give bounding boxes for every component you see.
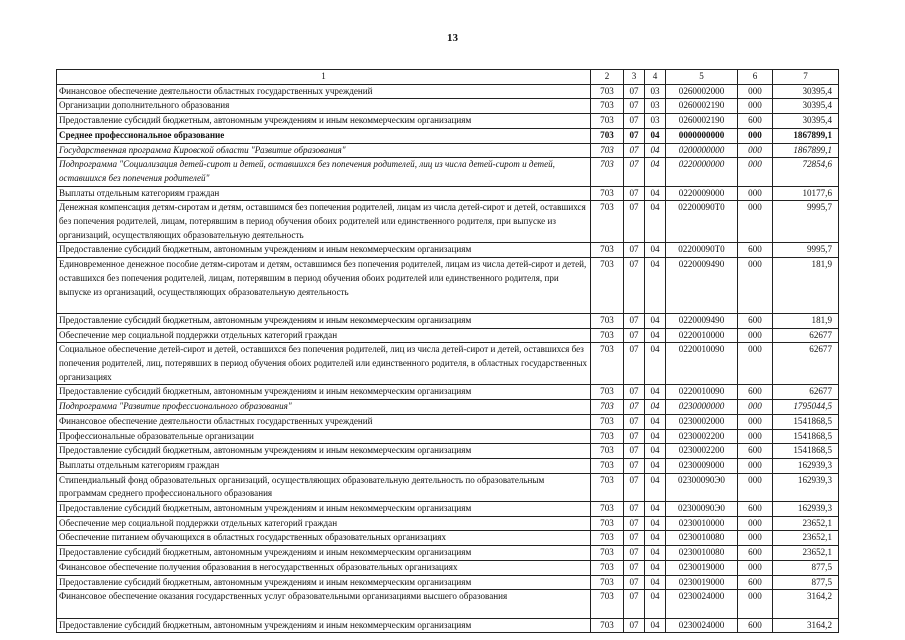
cell-csr: 0230024000 — [666, 590, 738, 618]
cell-vr: 000 — [738, 516, 773, 531]
cell-name: Стипендиальный фонд образовательных организаций, осуществляющих образовательную деятельность по образовательным программам среднего профессионального образования — [57, 473, 591, 501]
cell-rz: 07 — [624, 385, 645, 400]
cell-pr: 03 — [645, 114, 666, 129]
table-header-row — [57, 70, 839, 85]
table-row — [57, 575, 839, 590]
cell-gr: 703 — [591, 186, 624, 201]
cell-csr: 0230010000 — [666, 516, 738, 531]
table-row — [57, 186, 839, 201]
cell-amount: 162939,3 — [773, 502, 839, 517]
cell-rz: 07 — [624, 590, 645, 618]
cell-rz: 07 — [624, 128, 645, 143]
cell-gr: 703 — [591, 84, 624, 99]
header-cell-4: 4 — [645, 70, 666, 85]
cell-pr: 04 — [645, 328, 666, 343]
page-number: 13 — [447, 32, 458, 44]
cell-amount: 30395,4 — [773, 99, 839, 114]
cell-vr: 000 — [738, 531, 773, 546]
cell-name: Предоставление субсидий бюджетным, автономным учреждениям и иным некоммерческим организациям — [57, 444, 591, 459]
table-row — [57, 243, 839, 258]
cell-gr: 703 — [591, 560, 624, 575]
cell-vr: 000 — [738, 258, 773, 314]
cell-amount: 23652,1 — [773, 546, 839, 561]
cell-vr: 000 — [738, 328, 773, 343]
cell-csr: 0230009000 — [666, 458, 738, 473]
cell-gr: 703 — [591, 201, 624, 243]
cell-name: Подпрограмма "Развитие профессионального образования" — [57, 400, 591, 415]
cell-rz: 07 — [624, 328, 645, 343]
cell-vr: 600 — [738, 243, 773, 258]
cell-amount: 62677 — [773, 343, 839, 385]
table-row — [57, 531, 839, 546]
cell-csr: 02300090Э0 — [666, 502, 738, 517]
cell-vr: 000 — [738, 128, 773, 143]
cell-vr: 000 — [738, 473, 773, 501]
cell-amount: 10177,6 — [773, 186, 839, 201]
cell-gr: 703 — [591, 502, 624, 517]
cell-amount: 23652,1 — [773, 516, 839, 531]
cell-pr: 04 — [645, 546, 666, 561]
cell-vr: 000 — [738, 158, 773, 186]
cell-rz: 07 — [624, 84, 645, 99]
cell-csr: 0230019000 — [666, 575, 738, 590]
cell-rz: 07 — [624, 531, 645, 546]
cell-name: Обеспечение питанием обучающихся в областных государственных образовательных организациях — [57, 531, 591, 546]
cell-amount: 181,9 — [773, 313, 839, 328]
cell-amount: 62677 — [773, 385, 839, 400]
table-row — [57, 385, 839, 400]
cell-pr: 04 — [645, 560, 666, 575]
cell-gr: 703 — [591, 385, 624, 400]
cell-name: Предоставление субсидий бюджетным, автономным учреждениям и иным некоммерческим организациям — [57, 243, 591, 258]
cell-rz: 07 — [624, 414, 645, 429]
cell-csr: 0000000000 — [666, 128, 738, 143]
cell-vr: 000 — [738, 143, 773, 158]
cell-amount: 1867899,1 — [773, 143, 839, 158]
cell-gr: 703 — [591, 590, 624, 618]
cell-vr: 000 — [738, 400, 773, 415]
cell-pr: 04 — [645, 473, 666, 501]
table-row — [57, 128, 839, 143]
cell-gr: 703 — [591, 444, 624, 459]
cell-csr: 0230010080 — [666, 546, 738, 561]
cell-csr: 0220000000 — [666, 158, 738, 186]
cell-amount: 181,9 — [773, 258, 839, 314]
cell-vr: 600 — [738, 546, 773, 561]
cell-rz: 07 — [624, 114, 645, 129]
cell-gr: 703 — [591, 400, 624, 415]
cell-rz: 07 — [624, 343, 645, 385]
cell-vr: 600 — [738, 502, 773, 517]
cell-gr: 703 — [591, 546, 624, 561]
cell-csr: 0260002000 — [666, 84, 738, 99]
table-row — [57, 618, 839, 633]
cell-name: Предоставление субсидий бюджетным, автономным учреждениям и иным некоммерческим организациям — [57, 502, 591, 517]
cell-amount: 3164,2 — [773, 618, 839, 633]
cell-pr: 04 — [645, 414, 666, 429]
cell-amount: 23652,1 — [773, 531, 839, 546]
cell-rz: 07 — [624, 201, 645, 243]
cell-vr: 000 — [738, 186, 773, 201]
cell-gr: 703 — [591, 414, 624, 429]
cell-amount: 30395,4 — [773, 84, 839, 99]
cell-rz: 07 — [624, 400, 645, 415]
cell-gr: 703 — [591, 143, 624, 158]
cell-amount: 3164,2 — [773, 590, 839, 618]
cell-csr: 0230002200 — [666, 429, 738, 444]
cell-rz: 07 — [624, 429, 645, 444]
cell-csr: 0260002190 — [666, 114, 738, 129]
cell-name: Государственная программа Кировской области "Развитие образования" — [57, 143, 591, 158]
table-row — [57, 258, 839, 314]
cell-pr: 04 — [645, 429, 666, 444]
cell-gr: 703 — [591, 575, 624, 590]
table-row — [57, 400, 839, 415]
table-row — [57, 590, 839, 618]
table-row — [57, 516, 839, 531]
cell-rz: 07 — [624, 186, 645, 201]
cell-pr: 04 — [645, 143, 666, 158]
cell-rz: 07 — [624, 618, 645, 633]
cell-amount: 1795044,5 — [773, 400, 839, 415]
cell-vr: 600 — [738, 385, 773, 400]
cell-csr: 02300090Э0 — [666, 473, 738, 501]
cell-pr: 04 — [645, 458, 666, 473]
cell-gr: 703 — [591, 458, 624, 473]
cell-gr: 703 — [591, 531, 624, 546]
cell-name: Выплаты отдельным категориям граждан — [57, 458, 591, 473]
table-row — [57, 502, 839, 517]
cell-csr: 0230002000 — [666, 414, 738, 429]
table-row — [57, 560, 839, 575]
header-cell-7: 7 — [773, 70, 839, 85]
cell-gr: 703 — [591, 258, 624, 314]
cell-pr: 04 — [645, 502, 666, 517]
cell-vr: 000 — [738, 458, 773, 473]
header-cell-6: 6 — [738, 70, 773, 85]
cell-amount: 62677 — [773, 328, 839, 343]
cell-csr: 0230010080 — [666, 531, 738, 546]
cell-name: Предоставление субсидий бюджетным, автономным учреждениям и иным некоммерческим организациям — [57, 114, 591, 129]
cell-rz: 07 — [624, 243, 645, 258]
cell-name: Предоставление субсидий бюджетным, автономным учреждениям и иным некоммерческим организациям — [57, 385, 591, 400]
cell-rz: 07 — [624, 473, 645, 501]
cell-rz: 07 — [624, 99, 645, 114]
cell-gr: 703 — [591, 473, 624, 501]
cell-pr: 04 — [645, 400, 666, 415]
cell-amount: 30395,4 — [773, 114, 839, 129]
cell-gr: 703 — [591, 158, 624, 186]
cell-gr: 703 — [591, 128, 624, 143]
cell-name: Обеспечение мер социальной поддержки отдельных категорий граждан — [57, 516, 591, 531]
cell-amount: 877,5 — [773, 560, 839, 575]
cell-csr: 0220010090 — [666, 385, 738, 400]
cell-pr: 04 — [645, 201, 666, 243]
cell-rz: 07 — [624, 575, 645, 590]
cell-name: Выплаты отдельным категориям граждан — [57, 186, 591, 201]
cell-name: Профессиональные образовательные организации — [57, 429, 591, 444]
cell-pr: 04 — [645, 385, 666, 400]
table-row — [57, 546, 839, 561]
cell-csr: 0200000000 — [666, 143, 738, 158]
cell-csr: 0220009000 — [666, 186, 738, 201]
cell-vr: 000 — [738, 84, 773, 99]
cell-pr: 03 — [645, 84, 666, 99]
cell-pr: 04 — [645, 313, 666, 328]
cell-pr: 04 — [645, 343, 666, 385]
cell-vr: 000 — [738, 414, 773, 429]
table-row — [57, 458, 839, 473]
cell-pr: 04 — [645, 186, 666, 201]
cell-gr: 703 — [591, 429, 624, 444]
cell-rz: 07 — [624, 560, 645, 575]
cell-amount: 877,5 — [773, 575, 839, 590]
cell-amount: 162939,3 — [773, 473, 839, 501]
cell-vr: 000 — [738, 201, 773, 243]
header-cell-3: 3 — [624, 70, 645, 85]
cell-name: Подпрограмма "Социализация детей-сирот и детей, оставшихся без попечения родителей, лиц из числа детей-сирот и детей, оставшихся без попечения родителей" — [57, 158, 591, 186]
cell-name: Предоставление субсидий бюджетным, автономным учреждениям и иным некоммерческим организациям — [57, 546, 591, 561]
cell-name: Организации дополнительного образования — [57, 99, 591, 114]
cell-name: Финансовое обеспечение деятельности областных государственных учреждений — [57, 414, 591, 429]
cell-csr: 0220009490 — [666, 258, 738, 314]
cell-name: Предоставление субсидий бюджетным, автономным учреждениям и иным некоммерческим организациям — [57, 575, 591, 590]
cell-csr: 0230000000 — [666, 400, 738, 415]
cell-name: Предоставление субсидий бюджетным, автономным учреждениям и иным некоммерческим организациям — [57, 313, 591, 328]
cell-amount: 162939,3 — [773, 458, 839, 473]
cell-vr: 000 — [738, 343, 773, 385]
cell-pr: 04 — [645, 128, 666, 143]
cell-pr: 04 — [645, 444, 666, 459]
cell-gr: 703 — [591, 516, 624, 531]
cell-rz: 07 — [624, 313, 645, 328]
cell-amount: 1541868,5 — [773, 414, 839, 429]
cell-rz: 07 — [624, 516, 645, 531]
table-row — [57, 343, 839, 385]
cell-pr: 04 — [645, 531, 666, 546]
cell-gr: 703 — [591, 618, 624, 633]
cell-amount: 72854,6 — [773, 158, 839, 186]
cell-csr: 0220010000 — [666, 328, 738, 343]
table-row — [57, 429, 839, 444]
cell-gr: 703 — [591, 114, 624, 129]
cell-vr: 600 — [738, 444, 773, 459]
cell-rz: 07 — [624, 444, 645, 459]
cell-gr: 703 — [591, 343, 624, 385]
cell-vr: 600 — [738, 575, 773, 590]
cell-vr: 600 — [738, 313, 773, 328]
cell-name: Финансовое обеспечение деятельности областных государственных учреждений — [57, 84, 591, 99]
budget-table — [56, 69, 839, 633]
cell-csr: 0230002200 — [666, 444, 738, 459]
cell-csr: 02200090Т0 — [666, 243, 738, 258]
table-row — [57, 99, 839, 114]
table-row — [57, 414, 839, 429]
cell-name: Предоставление субсидий бюджетным, автономным учреждениям и иным некоммерческим организациям — [57, 618, 591, 633]
cell-vr: 000 — [738, 590, 773, 618]
cell-name: Финансовое обеспечение получения образования в негосударственных образовательных организациях — [57, 560, 591, 575]
table-body — [57, 84, 839, 633]
cell-amount: 9995,7 — [773, 201, 839, 243]
cell-gr: 703 — [591, 243, 624, 258]
table-row — [57, 313, 839, 328]
cell-amount: 1541868,5 — [773, 444, 839, 459]
cell-csr: 0220010090 — [666, 343, 738, 385]
table-row — [57, 328, 839, 343]
table-row — [57, 84, 839, 99]
table-row — [57, 114, 839, 129]
cell-pr: 04 — [645, 258, 666, 314]
cell-rz: 07 — [624, 158, 645, 186]
cell-pr: 04 — [645, 618, 666, 633]
cell-pr: 04 — [645, 575, 666, 590]
cell-rz: 07 — [624, 258, 645, 314]
cell-name: Социальное обеспечение детей-сирот и детей, оставшихся без попечения родителей, лиц из числа детей-сирот и детей, оставшихся без попечения родителей, лиц, потерявших в период обучения обоих родителей или единственного родителя, в областных государственных организациях — [57, 343, 591, 385]
cell-name: Обеспечение мер социальной поддержки отдельных категорий граждан — [57, 328, 591, 343]
table-row — [57, 143, 839, 158]
cell-csr: 0230019000 — [666, 560, 738, 575]
cell-name: Единовременное денежное пособие детям-сиротам и детям, оставшимся без попечения родителей, лицам из числа детей-сирот и детей, оставшихся без попечения родителей, лицам, потерявшим в период обучения обоих родителей или единственного родителя, при выпуске из организаций, осуществляющих образовательную деятельность — [57, 258, 591, 314]
cell-csr: 02200090Т0 — [666, 201, 738, 243]
table-row — [57, 473, 839, 501]
cell-rz: 07 — [624, 143, 645, 158]
cell-csr: 0260002190 — [666, 99, 738, 114]
cell-name: Денежная компенсация детям-сиротам и детям, оставшимся без попечения родителей, лицам из числа детей-сирот и детей, оставшихся без попечения родителей, лицам, потерявшим в период обучения обоих родителей или единственного родителя, при выпуске из организаций, осуществляющих образовательную деятельность — [57, 201, 591, 243]
cell-amount: 1541868,5 — [773, 429, 839, 444]
cell-amount: 9995,7 — [773, 243, 839, 258]
cell-pr: 04 — [645, 158, 666, 186]
header-cell-name: 1 — [57, 70, 591, 85]
header-cell-5: 5 — [666, 70, 738, 85]
cell-csr: 0220009490 — [666, 313, 738, 328]
cell-pr: 04 — [645, 243, 666, 258]
cell-rz: 07 — [624, 502, 645, 517]
table-row — [57, 444, 839, 459]
cell-pr: 03 — [645, 99, 666, 114]
cell-pr: 04 — [645, 516, 666, 531]
cell-vr: 000 — [738, 429, 773, 444]
cell-vr: 600 — [738, 114, 773, 129]
table-row — [57, 158, 839, 186]
cell-gr: 703 — [591, 313, 624, 328]
cell-vr: 600 — [738, 618, 773, 633]
header-cell-2: 2 — [591, 70, 624, 85]
cell-csr: 0230024000 — [666, 618, 738, 633]
cell-gr: 703 — [591, 328, 624, 343]
table-row — [57, 201, 839, 243]
cell-rz: 07 — [624, 458, 645, 473]
cell-name: Финансовое обеспечение оказания государственных услуг образовательными организациями высшего образования — [57, 590, 591, 618]
cell-pr: 04 — [645, 590, 666, 618]
cell-rz: 07 — [624, 546, 645, 561]
cell-vr: 000 — [738, 560, 773, 575]
cell-name: Среднее профессиональное образование — [57, 128, 591, 143]
cell-vr: 000 — [738, 99, 773, 114]
cell-amount: 1867899,1 — [773, 128, 839, 143]
cell-gr: 703 — [591, 99, 624, 114]
